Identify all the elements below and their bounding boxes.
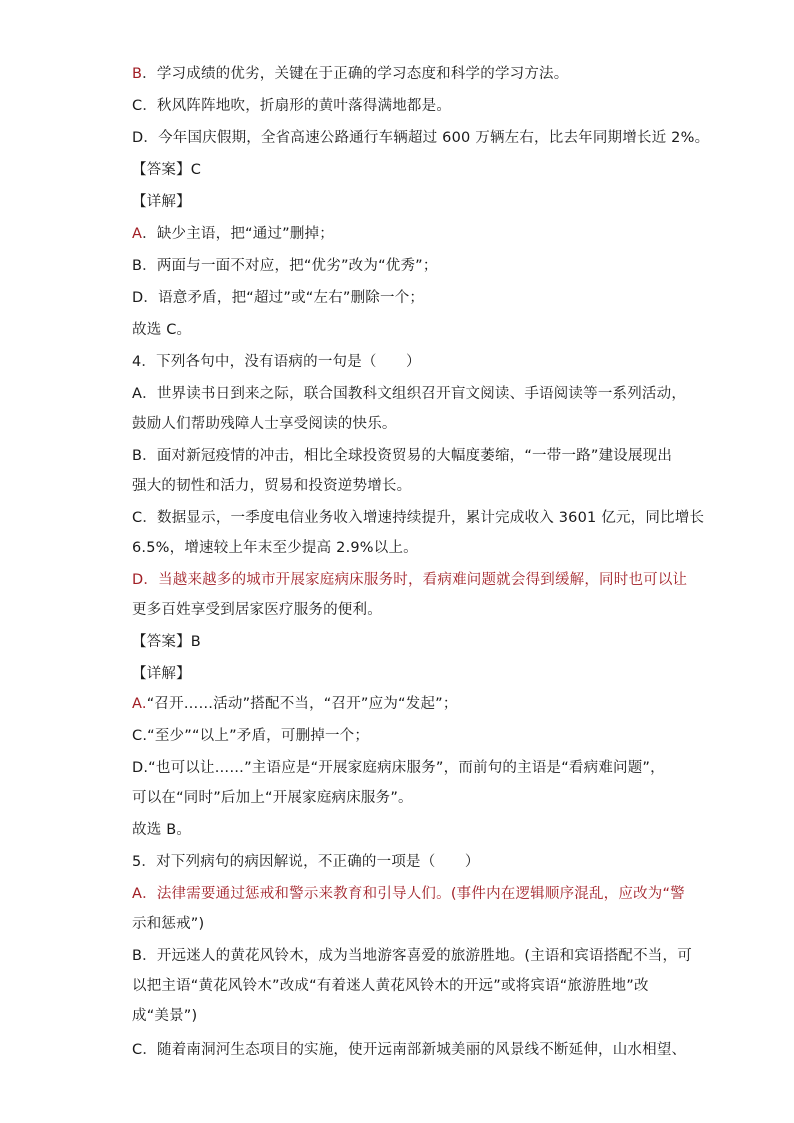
text-line: 示和惩戒”)	[132, 916, 205, 932]
option-letter: A	[132, 226, 143, 242]
text-line: C.“至少”“以上”矛盾，可删掉一个；	[132, 728, 370, 744]
text-line: 以把主语“黄花风铃木”改成“有着迷人黄花风铃木的开远”或将宾语“旅游胜地”改	[132, 978, 649, 994]
text-line	[132, 224, 334, 244]
text-line: C．秋风阵阵地吹，折扇形的黄叶落得满地都是。	[132, 98, 452, 114]
text-line: B．开远迷人的黄花风铃木，成为当地游客喜爱的旅游胜地。(主语和宾语搭配不当，可	[132, 948, 692, 964]
line-text: A.“召开……活动”搭配不当，“召开”应为“发起”；	[132, 696, 458, 712]
answer-label: 【答案】C	[132, 162, 202, 178]
text-line: 故选 B。	[132, 822, 192, 838]
explanation-label: 【详解】	[132, 666, 191, 682]
text-line: C．数据显示，一季度电信业务收入增速持续提升，累计完成收入 3601 亿元，同比增长	[132, 510, 705, 526]
line-text: A．缺少主语，把“通过”删掉；	[132, 226, 334, 242]
text-line: B．两面与一面不对应，把“优劣”改为“优秀”；	[132, 258, 438, 274]
text-line: D．语意矛盾，把“超过”或“左右”删除一个；	[132, 290, 425, 306]
answer-label: 【答案】B	[132, 634, 201, 650]
text-line: 更多百姓享受到居家医疗服务的便利。	[132, 602, 382, 618]
text-line: 故选 C。	[132, 322, 192, 338]
option-letter: B	[132, 66, 143, 82]
text-line: D．当越来越多的城市开展家庭病床服务时，看病难问题就会得到缓解，同时也可以让	[132, 572, 688, 588]
text-line: 鼓励人们帮助残障人士享受阅读的快乐。	[132, 416, 397, 432]
text-line: A．世界读书日到来之际，联合国教科文组织召开盲文阅读、手语阅读等一系列活动，	[132, 386, 687, 402]
question-title: 4．下列各句中，没有语病的一句是（ ）	[132, 354, 421, 370]
explanation-label: 【详解】	[132, 194, 191, 210]
option-letter: A.	[132, 696, 147, 712]
text-line	[132, 64, 568, 84]
text-line: D．今年国庆假期，全省高速公路通行车辆超过 600 万辆左右，比去年同期增长近 2%。	[132, 130, 710, 146]
text-line	[132, 694, 458, 714]
text-line: 成“美景”)	[132, 1008, 198, 1024]
line-text	[132, 66, 568, 82]
text-line: 强大的韧性和活力，贸易和投资逆势增长。	[132, 478, 412, 494]
question-title: 5．对下列病句的病因解说，不正确的一项是（ ）	[132, 854, 480, 870]
text-line: A．法律需要通过惩戒和警示来教育和引导人们。(事件内在逻辑顺序混乱，应改为“警	[132, 886, 685, 902]
line-text-rest: ．学习成绩的优劣，关键在于正确的学习态度和科学的学习方法。	[142, 66, 569, 82]
text-line: 可以在“同时”后加上“开展家庭病床服务”。	[132, 790, 413, 806]
text-line: B．面对新冠疫情的冲击，相比全球投资贸易的大幅度萎缩，“一带一路”建设展现出	[132, 448, 673, 464]
text-line: C．随着南洞河生态项目的实施，使开远南部新城美丽的风景线不断延伸，山水相望、	[132, 1042, 687, 1058]
text-line: 6.5%，增速较上年末至少提高 2.9%以上。	[132, 540, 418, 556]
text-line: D.“也可以让……”主语应是“开展家庭病床服务”，而前句的主语是“看病难问题”，	[132, 760, 665, 776]
